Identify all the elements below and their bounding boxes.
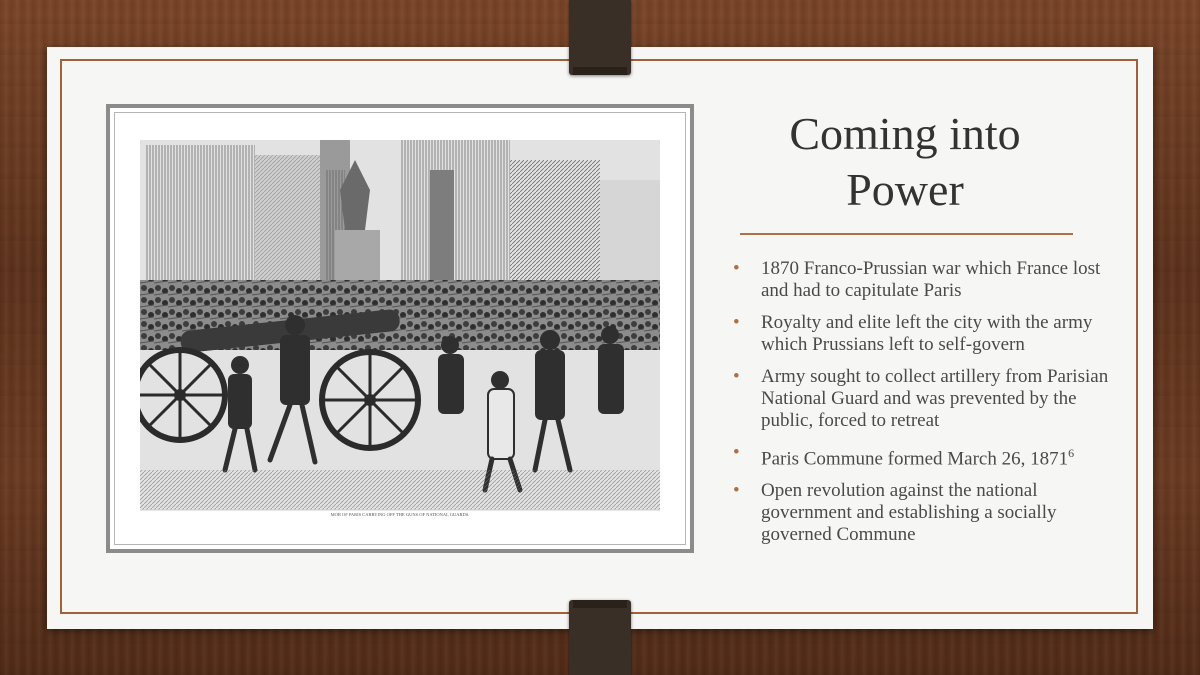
bullet-text: Royalty and elite left the city with the army which Prussians left to self-govern xyxy=(761,312,1093,355)
bullet-icon: • xyxy=(733,442,740,463)
bullet-text: Paris Commune formed March 26, 1871 xyxy=(761,448,1069,470)
bullet-text: Open revolution against the national government and establishing a socially governed Commune xyxy=(761,480,1057,546)
bullet-icon: • xyxy=(733,258,740,279)
bullet-icon: • xyxy=(733,366,740,387)
bullet-list xyxy=(733,258,1113,556)
bullet-item xyxy=(733,480,1113,546)
bullet-item xyxy=(733,258,1113,302)
slide-title-line2: Power xyxy=(846,164,964,215)
bullet-icon: • xyxy=(733,312,740,333)
binder-clip-bottom xyxy=(569,600,631,675)
bullet-text: 1870 Franco-Prussian war which France lost and had to capitulate Paris xyxy=(761,258,1101,301)
title-divider xyxy=(740,233,1073,235)
slide-title-line1: Coming into xyxy=(789,108,1021,159)
footnote-marker: 6 xyxy=(1068,446,1075,460)
engraving-image xyxy=(140,140,660,520)
bullet-item xyxy=(733,366,1113,432)
bullet-item xyxy=(733,442,1113,470)
bullet-icon: • xyxy=(733,480,740,502)
engraving-caption: MOB OF PARIS CARRYING OFF THE GUNS OF NATIONAL GUARDS. xyxy=(330,512,470,517)
bullet-item xyxy=(733,312,1113,356)
bullet-text: Army sought to collect artillery from Parisian National Guard and was prevented by the public, forced to retreat xyxy=(761,366,1109,431)
slide-title xyxy=(740,106,1070,218)
binder-clip-top xyxy=(569,0,631,75)
